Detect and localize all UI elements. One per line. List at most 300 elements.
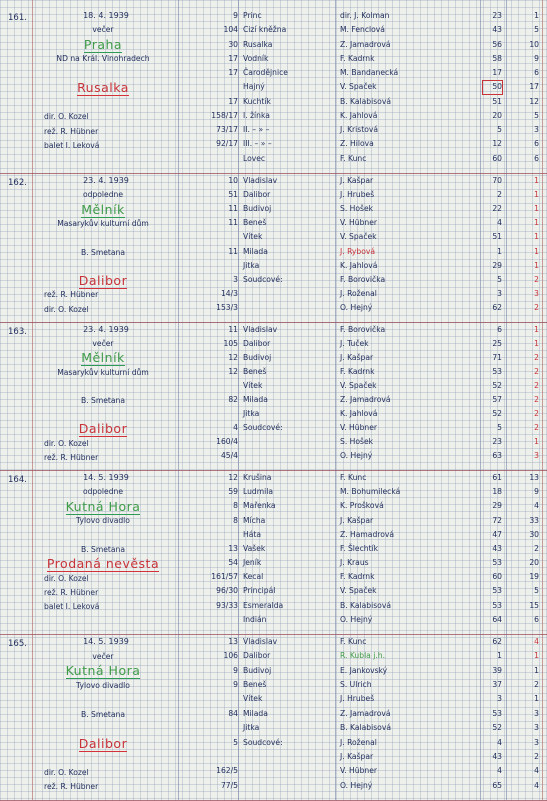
role-count: 2 [534, 381, 539, 390]
performance-count: 96/30 [216, 586, 238, 596]
singer-name: Z. Jamadrová [340, 39, 391, 49]
role-count: 4 [534, 501, 539, 511]
performance-count: 82 [228, 395, 238, 404]
role-name: Hajný [243, 82, 265, 92]
performance-count: 17 [228, 53, 238, 63]
role-name: Esmeralda [243, 600, 284, 610]
performance-count: 12 [228, 353, 238, 362]
role-name: Vladislav [243, 176, 278, 185]
credit-line: rež. R. Hübner [44, 290, 99, 300]
singer-count: 5 [497, 125, 502, 135]
entry-number: 163. [8, 327, 27, 337]
singer-count: 43 [492, 25, 502, 35]
role-count: 3 [534, 737, 539, 747]
opera-underline: Dalibor [78, 735, 128, 751]
credit-line: dir. O. Kozel [44, 438, 89, 448]
role-name: III. – » – [243, 139, 272, 149]
role-count: 4 [534, 637, 539, 646]
singer-count: 5 [497, 423, 502, 432]
singer-count: 2 [497, 190, 502, 200]
role-count: 2 [534, 302, 539, 312]
performance-count: 158/17 [211, 110, 238, 120]
role-name: I. žínka [243, 110, 270, 120]
singer-count: 5 [497, 274, 502, 284]
role-count: 6 [534, 139, 539, 149]
role-count: 30 [529, 529, 539, 539]
info-line: večer [92, 651, 114, 661]
singer-count: 52 [492, 381, 502, 390]
role-count: 17 [529, 82, 539, 92]
singer-name: E. Jankovský [340, 665, 388, 675]
singer-count: 3 [497, 288, 502, 298]
singer-name: S. Hošek [340, 437, 374, 446]
singer-count: 1 [497, 246, 502, 256]
performance-count: 106 [223, 651, 238, 661]
performance-count: 93/33 [216, 600, 238, 610]
singer-count: 43 [492, 543, 502, 553]
opera-underline: Dalibor [78, 273, 128, 289]
role-name: Beneš [243, 680, 267, 690]
role-count: 3 [534, 708, 539, 718]
role-count: 3 [534, 125, 539, 135]
performance-entry [0, 173, 547, 322]
role-name: Cizí kněžna [243, 25, 287, 35]
role-count: 1 [534, 232, 539, 242]
role-name: Budivoj [243, 204, 272, 214]
performance-date: 18. 4. 1939 [83, 11, 129, 20]
role-count: 2 [534, 274, 539, 284]
performance-entry [0, 634, 547, 800]
credit-line: rež. R. Hübner [44, 126, 99, 136]
role-name: Jeník [243, 558, 262, 568]
role-count: 2 [534, 367, 539, 376]
singer-count: 60 [492, 572, 502, 582]
info-line: odpoledne [82, 487, 124, 497]
singer-name: R. Kubla j.h. [340, 651, 385, 661]
singer-count: 70 [492, 176, 502, 185]
role-count: 1 [534, 325, 539, 334]
venue-name: Tylovo divadlo [76, 516, 130, 526]
performance-entry [0, 322, 547, 470]
performance-count: 13 [228, 543, 238, 553]
composer-name: B. Smetana [80, 709, 126, 719]
singer-name: V. Spaček [340, 381, 377, 390]
singer-count: 3 [497, 694, 502, 704]
role-name: Soudcové: [243, 274, 283, 284]
opera-underline: Dalibor [78, 421, 128, 437]
role-name: Vladislav [243, 325, 278, 334]
performance-count: 161/57 [211, 572, 238, 582]
performance-count: 59 [228, 487, 238, 497]
role-name: Dalibor [243, 190, 271, 200]
venue-name: Tylovo divadlo [76, 680, 130, 690]
singer-count: 47 [492, 529, 502, 539]
performance-count: 84 [228, 708, 238, 718]
performance-count: 12 [228, 473, 238, 482]
singer-count: 65 [492, 780, 502, 790]
singer-name: B. Kalabisová [340, 723, 391, 733]
role-count: 2 [534, 395, 539, 404]
singer-name: O. Hejný [340, 780, 373, 790]
performance-count: 51 [228, 190, 238, 200]
performance-count: 11 [228, 204, 238, 214]
role-name: Dalibor [243, 651, 271, 661]
credit-line: dir. O. Kozel [44, 304, 89, 314]
singer-name: V. Spaček [340, 586, 377, 596]
role-count: 3 [534, 723, 539, 733]
performance-date: 23. 4. 1939 [83, 325, 129, 334]
credit-line: dir. O. Kozel [44, 767, 89, 777]
singer-count: 4 [497, 766, 502, 776]
role-name: Kecal [243, 572, 264, 582]
singer-name: V. Hübner [340, 766, 377, 776]
performance-count: 160/4 [216, 437, 238, 446]
entry-number: 165. [8, 639, 27, 649]
role-name: Vodník [243, 53, 269, 63]
performance-count: 104 [223, 25, 238, 35]
performance-count: 14/3 [220, 288, 238, 298]
singer-count: 43 [492, 751, 502, 761]
city-underline: Kutná Hora [65, 663, 141, 679]
role-name: Rusalka [243, 39, 273, 49]
singer-name: J. Kraus [340, 558, 369, 568]
singer-name: Z. Jamadrová [340, 395, 391, 404]
role-count: 12 [529, 96, 539, 106]
performance-count: 17 [228, 96, 238, 106]
role-name: Indián [243, 614, 267, 624]
composer-name: B. Smetana [80, 247, 126, 257]
singer-name: F. Kadrnk [340, 572, 375, 582]
singer-count: 64 [492, 614, 502, 624]
singer-count: 52 [492, 409, 502, 418]
role-name: Jitka [243, 260, 260, 270]
singer-count: 71 [492, 353, 502, 362]
singer-count: 72 [492, 515, 502, 525]
role-count: 1 [534, 11, 539, 20]
role-name: Ludmila [243, 487, 274, 497]
role-count: 2 [534, 680, 539, 690]
role-count: 1 [534, 665, 539, 675]
performance-count: 8 [233, 501, 238, 511]
singer-count: 51 [492, 96, 502, 106]
role-count: 2 [534, 751, 539, 761]
singer-count: 62 [492, 637, 502, 646]
info-line: večer [92, 25, 114, 35]
singer-name: Z. Jamadrová [340, 708, 391, 718]
performance-count: 162/5 [216, 766, 238, 776]
performance-entry [0, 8, 547, 173]
city-underline: Mělník [81, 201, 125, 217]
singer-count: 53 [492, 367, 502, 376]
performance-count: 77/5 [220, 780, 238, 790]
singer-count: 1 [497, 651, 502, 661]
city-underline: Kutná Hora [65, 498, 141, 514]
performance-count: 11 [228, 325, 238, 334]
singer-count: 4 [497, 218, 502, 228]
role-count: 6 [534, 68, 539, 78]
entry-number: 161. [8, 13, 27, 23]
singer-name: V. Spaček [340, 82, 377, 92]
entry-number: 162. [8, 178, 27, 188]
singer-count: 61 [492, 473, 502, 482]
role-count: 2 [534, 409, 539, 418]
opera-title [28, 82, 178, 94]
role-count: 10 [529, 39, 539, 49]
composer-name: B. Smetana [80, 544, 126, 554]
performance-count: 9 [233, 665, 238, 675]
singer-count: 63 [492, 451, 502, 460]
city-name [28, 498, 178, 514]
role-name: Vítek [243, 232, 263, 242]
role-count: 1 [534, 204, 539, 214]
singer-name: F. Borovička [340, 325, 386, 334]
role-count: 2 [534, 543, 539, 553]
singer-count: 22 [492, 204, 502, 214]
role-name: Vítek [243, 694, 263, 704]
role-name: Mícha [243, 515, 266, 525]
role-name: Jitka [243, 723, 260, 733]
role-name: Mařenka [243, 501, 276, 511]
role-name: Soudcové: [243, 423, 283, 432]
role-count: 9 [534, 53, 539, 63]
role-name: Budivoj [243, 665, 272, 675]
role-count: 5 [534, 110, 539, 120]
opera-underline: Prodaná nevěsta [46, 556, 160, 572]
singer-name: J. Roženal [340, 737, 377, 747]
singer-name: F. Šlechtík [340, 543, 379, 553]
singer-count: 23 [492, 437, 502, 446]
role-name: Dalibor [243, 339, 271, 348]
role-count: 1 [534, 437, 539, 446]
singer-count: 25 [492, 339, 502, 348]
role-count: 6 [534, 614, 539, 624]
role-count: 13 [529, 473, 539, 482]
credit-line: rež. R. Hübner [44, 452, 99, 462]
role-name: Kuchtík [243, 96, 271, 106]
city-name [28, 665, 178, 677]
performance-count: 9 [233, 680, 238, 690]
singer-name: J. Roženal [340, 288, 377, 298]
role-name: Milada [243, 395, 268, 404]
performance-count: 12 [228, 367, 238, 376]
role-name: Čarodějnice [243, 68, 288, 78]
singer-name: O. Hejný [340, 302, 373, 312]
singer-name: K. Jahlová [340, 260, 378, 270]
singer-name: F. Kunc [340, 153, 367, 163]
city-name [28, 36, 178, 52]
singer-count: 12 [492, 139, 502, 149]
singer-count: 39 [492, 665, 502, 675]
performance-count: 54 [228, 558, 238, 568]
performance-count: 8 [233, 515, 238, 525]
performance-date: 14. 5. 1939 [83, 473, 129, 482]
opera-title [28, 558, 178, 570]
singer-name: J. Kašpar [340, 353, 374, 362]
singer-count: 52 [492, 723, 502, 733]
role-name: II. – » – [243, 125, 270, 135]
role-name: Vladislav [243, 637, 278, 646]
singer-count: 29 [492, 260, 502, 270]
performance-count: 11 [228, 218, 238, 228]
singer-count: 53 [492, 558, 502, 568]
role-name: Milada [243, 708, 268, 718]
composer-name: B. Smetana [80, 396, 126, 405]
role-name: Vašek [243, 543, 266, 553]
singer-name: J. Rybová [340, 246, 376, 256]
role-count: 1 [534, 260, 539, 270]
performance-entry [0, 470, 547, 634]
role-name: Beneš [243, 218, 267, 228]
performance-count: 30 [228, 39, 238, 49]
role-count: 1 [534, 190, 539, 200]
opera-underline: Rusalka [77, 80, 129, 96]
role-count: 20 [529, 558, 539, 568]
singer-name: O. Hejný [340, 614, 373, 624]
entry-number: 164. [8, 475, 27, 485]
singer-name: K. Prošková [340, 501, 384, 511]
singer-count: 58 [492, 53, 502, 63]
city-underline: Mělník [81, 350, 125, 366]
singer-name: M. Fenclová [340, 25, 385, 35]
role-count: 4 [534, 780, 539, 790]
performance-count: 17 [228, 68, 238, 78]
singer-name: S. Hošek [340, 204, 374, 214]
singer-name: O. Hejný [340, 451, 373, 460]
role-count: 2 [534, 423, 539, 432]
venue-name: Masarykův kulturní dům [57, 367, 149, 377]
role-name: Vítek [243, 381, 263, 390]
singer-name: F. Kadrnk [340, 367, 375, 376]
singer-name: F. Kunc [340, 637, 367, 646]
city-name [28, 352, 178, 364]
singer-name: K. Jahlová [340, 110, 378, 120]
performance-count: 9 [233, 11, 238, 20]
role-name: Háta [243, 529, 261, 539]
credit-line: dir. O. Kozel [44, 112, 89, 122]
singer-count: 53 [492, 586, 502, 596]
singer-name: J. Kašpar [340, 515, 374, 525]
singer-name: V. Hübner [340, 423, 377, 432]
singer-name: J. Kristová [340, 125, 379, 135]
credit-line: balet I. Leková [44, 602, 100, 612]
performance-date: 14. 5. 1939 [83, 637, 129, 646]
performance-count: 73/17 [216, 125, 238, 135]
singer-name: Z. Hamadrová [340, 529, 395, 539]
credit-line: rež. R. Hübner [44, 782, 99, 792]
singer-name: V. Spaček [340, 232, 377, 242]
role-count: 5 [534, 25, 539, 35]
performance-count: 92/17 [216, 139, 238, 149]
opera-title [28, 735, 178, 751]
role-name: Krušina [243, 473, 272, 482]
performance-count: 5 [233, 737, 238, 747]
info-line: odpoledne [82, 190, 124, 200]
venue-name: ND na Král. Vinohradech [56, 54, 150, 64]
singer-count: 37 [492, 680, 502, 690]
singer-count: 60 [492, 153, 502, 163]
singer-name: F. Kunc [340, 473, 367, 482]
credit-line: balet I. Leková [44, 141, 100, 151]
singer-name: S. Ulrich [340, 680, 372, 690]
role-count: 3 [534, 288, 539, 298]
singer-name: V. Hübner [340, 218, 377, 228]
role-count: 2 [534, 353, 539, 362]
role-count: 4 [534, 766, 539, 776]
singer-name: M. Bohumilecká [340, 487, 401, 497]
performance-count: 11 [228, 246, 238, 256]
role-count: 1 [534, 246, 539, 256]
performance-count: 13 [228, 637, 238, 646]
performance-count: 3 [233, 274, 238, 284]
role-name: Principál [243, 586, 276, 596]
role-name: Soudcové: [243, 737, 283, 747]
singer-count: 17 [492, 68, 502, 78]
performance-date: 23. 4. 1939 [83, 176, 129, 185]
singer-count: 56 [492, 39, 502, 49]
role-name: Lovec [243, 153, 266, 163]
singer-count: 53 [492, 708, 502, 718]
venue-name: Masarykův kulturní dům [57, 218, 149, 228]
singer-count: 18 [492, 487, 502, 497]
singer-count: 50 [483, 81, 502, 93]
performance-count: 4 [233, 423, 238, 432]
singer-name: F. Borovička [340, 274, 386, 284]
role-count: 3 [534, 451, 539, 460]
role-count: 33 [529, 515, 539, 525]
singer-count: 20 [492, 110, 502, 120]
singer-name: Z. Hilova [340, 139, 374, 149]
singer-name: B. Kalabisová [340, 96, 391, 106]
credit-line: rež. R. Hübner [44, 587, 99, 597]
role-count: 1 [534, 651, 539, 661]
role-count: 1 [534, 694, 539, 704]
singer-name: J. Hrubeš [340, 694, 375, 704]
singer-name: K. Jahlová [340, 409, 378, 418]
opera-title [28, 275, 178, 287]
singer-count: 29 [492, 501, 502, 511]
singer-name: J. Tuček [340, 339, 369, 348]
singer-count: 57 [492, 395, 502, 404]
role-name: Jitka [243, 409, 260, 418]
role-count: 19 [529, 572, 539, 582]
singer-name: M. Bandanecká [340, 68, 399, 78]
performance-count: 153/3 [216, 302, 238, 312]
singer-name: B. Kalabisová [340, 600, 391, 610]
city-underline: Praha [83, 36, 123, 52]
singer-count: 51 [492, 232, 502, 242]
singer-count: 6 [497, 325, 502, 334]
role-count: 1 [534, 339, 539, 348]
role-name: Milada [243, 246, 268, 256]
singer-name: J. Kašpar [340, 751, 374, 761]
singer-name: J. Hrubeš [340, 190, 375, 200]
singer-name: J. Kašpar [340, 176, 374, 185]
singer-count: 4 [497, 737, 502, 747]
role-count: 6 [534, 153, 539, 163]
role-count: 1 [534, 218, 539, 228]
singer-name: dir. J. Kolman [340, 11, 390, 20]
role-count: 1 [534, 176, 539, 185]
singer-name: F. Kadrnk [340, 53, 375, 63]
performance-count: 105 [223, 339, 238, 348]
opera-title [28, 423, 178, 435]
singer-count: 62 [492, 302, 502, 312]
role-name: Princ [243, 11, 262, 20]
performance-count: 10 [228, 176, 238, 185]
singer-count: 53 [492, 600, 502, 610]
role-count: 15 [529, 600, 539, 610]
role-name: Beneš [243, 367, 267, 376]
